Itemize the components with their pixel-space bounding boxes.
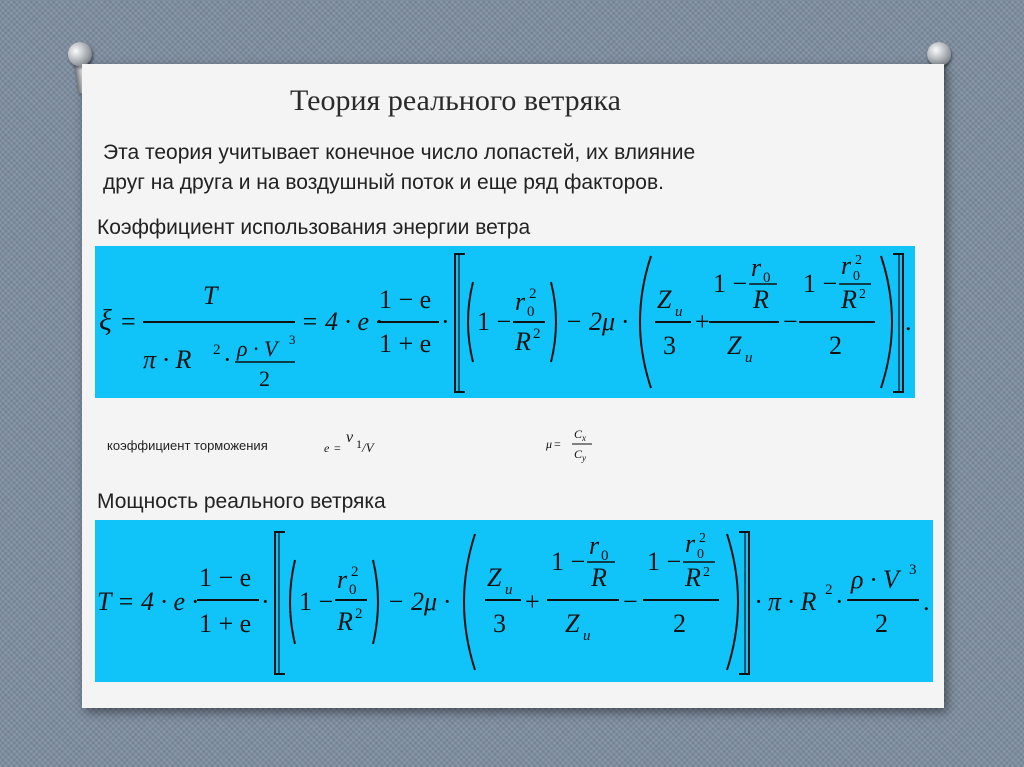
f1-sub0-b: 0 (763, 270, 771, 286)
f2-den-2b: 2 (875, 609, 888, 638)
f2-pow-2c: 2 (699, 531, 706, 546)
f2-pow-3: 3 (909, 562, 917, 578)
f1-sub-u-a: u (675, 304, 683, 320)
f2-right-bracket (739, 532, 749, 674)
f1-den-2b: 2 (829, 331, 842, 360)
f2-pow-2a: 2 (351, 564, 359, 580)
f1-xi: ξ (99, 304, 112, 337)
f2-Zu-a: Z (487, 563, 502, 592)
formula-power (95, 520, 933, 682)
f1-rho-V: ρ · V (237, 336, 278, 361)
f1-minus: − (783, 307, 798, 336)
f2-pow-2d: 2 (703, 565, 710, 580)
f1-right-bracket (893, 254, 903, 392)
f1-minus-2mu: − 2μ · (565, 307, 629, 336)
f1-pow-2d: 2 (855, 253, 862, 268)
f2-R2-a: R (337, 607, 353, 636)
fmu-mu: μ (546, 437, 553, 451)
f2-sub-u-a: u (505, 582, 513, 598)
f1-paren-close-2 (881, 256, 892, 388)
formula-braking (258, 426, 398, 458)
f1-r0-b: r (751, 253, 762, 282)
heading-power: Мощность реального ветряка (97, 490, 386, 513)
braking-coefficient-label: коэффициент торможения (107, 438, 268, 453)
fmu-Cy: C (574, 447, 583, 461)
f1-dot-b: · (441, 307, 450, 336)
f1-R-b: R (753, 285, 769, 314)
f2-pow-2e: 2 (825, 582, 833, 598)
slide-title: Теория реального ветряка (290, 84, 621, 117)
f1-paren-open-1 (468, 282, 473, 362)
fe-slash-V: /V (362, 440, 374, 455)
f2-three: 3 (493, 609, 506, 638)
f1-sub0-c: 0 (853, 269, 860, 284)
intro-line-2: друг на друга и на воздушный поток и еще ряд факторов. (103, 171, 664, 194)
f2-r0-b: r (589, 531, 600, 560)
f2-pow-2b: 2 (355, 606, 363, 622)
f2-paren-open-2 (464, 534, 475, 670)
f1-pow-2c: 2 (533, 326, 541, 342)
formula-mu (540, 424, 600, 468)
f1-1-minus-e: 1 − e (379, 285, 432, 314)
f1-T: T (203, 281, 218, 310)
f1-Zu-a: Z (657, 285, 672, 314)
f2-rho-V: ρ · V (851, 565, 899, 594)
f2-left-bracket (275, 532, 285, 674)
f1-r0: r (515, 287, 526, 316)
f2-period: . (923, 587, 930, 616)
fmu-y: y (582, 453, 586, 463)
formula-coefficient (95, 246, 915, 398)
f2-Zu-b: Z (565, 609, 580, 638)
f1-1-plus-e: 1 + e (379, 329, 432, 358)
f2-plus: + (525, 587, 540, 616)
f1-paren-close-1 (551, 282, 556, 362)
f2-pi-R: · π · R (755, 587, 817, 616)
f2-1-minus-a: 1 − (299, 587, 334, 616)
f2-sub0-c: 0 (697, 547, 704, 562)
f2-1-minus-e: 1 − e (199, 563, 252, 592)
f2-r0-a: r (337, 565, 348, 594)
f2-R2-c: R (685, 563, 701, 592)
f1-R2-c: R (841, 285, 857, 314)
f1-den-2: 2 (259, 366, 270, 391)
fmu-eq: = (554, 437, 561, 451)
f1-pow-2e: 2 (859, 287, 866, 302)
f2-r0-c: r (685, 529, 696, 558)
f1-pow-2a: 2 (213, 342, 221, 358)
formula-coefficient-box (95, 246, 915, 398)
f2-dot-a: · (261, 587, 270, 616)
f2-dot-b: · (835, 587, 844, 616)
f1-1-minus-c: 1 − (803, 269, 838, 298)
fe-1: 1 (356, 437, 362, 451)
f2-1-minus-b: 1 − (551, 547, 586, 576)
f2-paren-close-2 (727, 534, 738, 670)
f1-1-minus-b: 1 − (713, 269, 748, 298)
f2-1-minus-c: 1 − (647, 547, 682, 576)
f2-paren-close-1 (373, 560, 378, 644)
f2-paren-open-1 (290, 560, 295, 644)
f1-R2: R (515, 327, 531, 356)
fe-v: ν (346, 429, 354, 446)
f1-sub-u-b: u (745, 350, 753, 366)
f2-minus: − (623, 587, 638, 616)
f1-sub0-a: 0 (527, 304, 535, 320)
f2-R-b: R (591, 563, 607, 592)
f1-dot-a: · (223, 345, 232, 374)
f2-1-plus-e: 1 + e (199, 609, 252, 638)
f2-sub-u-b: u (583, 628, 591, 644)
f1-three: 3 (663, 331, 676, 360)
intro-text (103, 138, 863, 198)
fmu-Cx: C (574, 427, 583, 441)
f2-minus-2mu: − 2μ · (387, 587, 451, 616)
f1-period: . (905, 307, 912, 336)
f1-left-bracket (455, 254, 465, 392)
f1-4e: = 4 · e · (301, 307, 383, 336)
f2-sub0-a: 0 (349, 582, 357, 598)
fe-eq: = (334, 441, 341, 455)
f1-eq: = (121, 307, 136, 336)
intro-line-1: Эта теория учитывает конечное число лопастей, их влияние (103, 141, 696, 164)
fe-e: e (324, 441, 330, 455)
f1-r0-c: r (841, 251, 852, 280)
f2-sub0-b: 0 (601, 548, 609, 564)
f1-pow-3: 3 (289, 332, 296, 347)
f1-pow-2b: 2 (529, 286, 537, 302)
heading-coefficient: Коэффициент использования энергии ветра (97, 216, 531, 239)
f1-1-minus-a: 1 − (477, 307, 512, 336)
f1-pi-R: π · R (143, 345, 192, 374)
f2-den-2: 2 (673, 609, 686, 638)
f1-paren-open-2 (640, 256, 651, 388)
formula-power-box (95, 520, 933, 682)
f2-4e: = 4 · e · (117, 587, 199, 616)
f1-plus: + (695, 307, 710, 336)
f2-T: T (97, 587, 112, 616)
fmu-x: x (582, 433, 586, 443)
f1-Zu-b: Z (727, 331, 742, 360)
